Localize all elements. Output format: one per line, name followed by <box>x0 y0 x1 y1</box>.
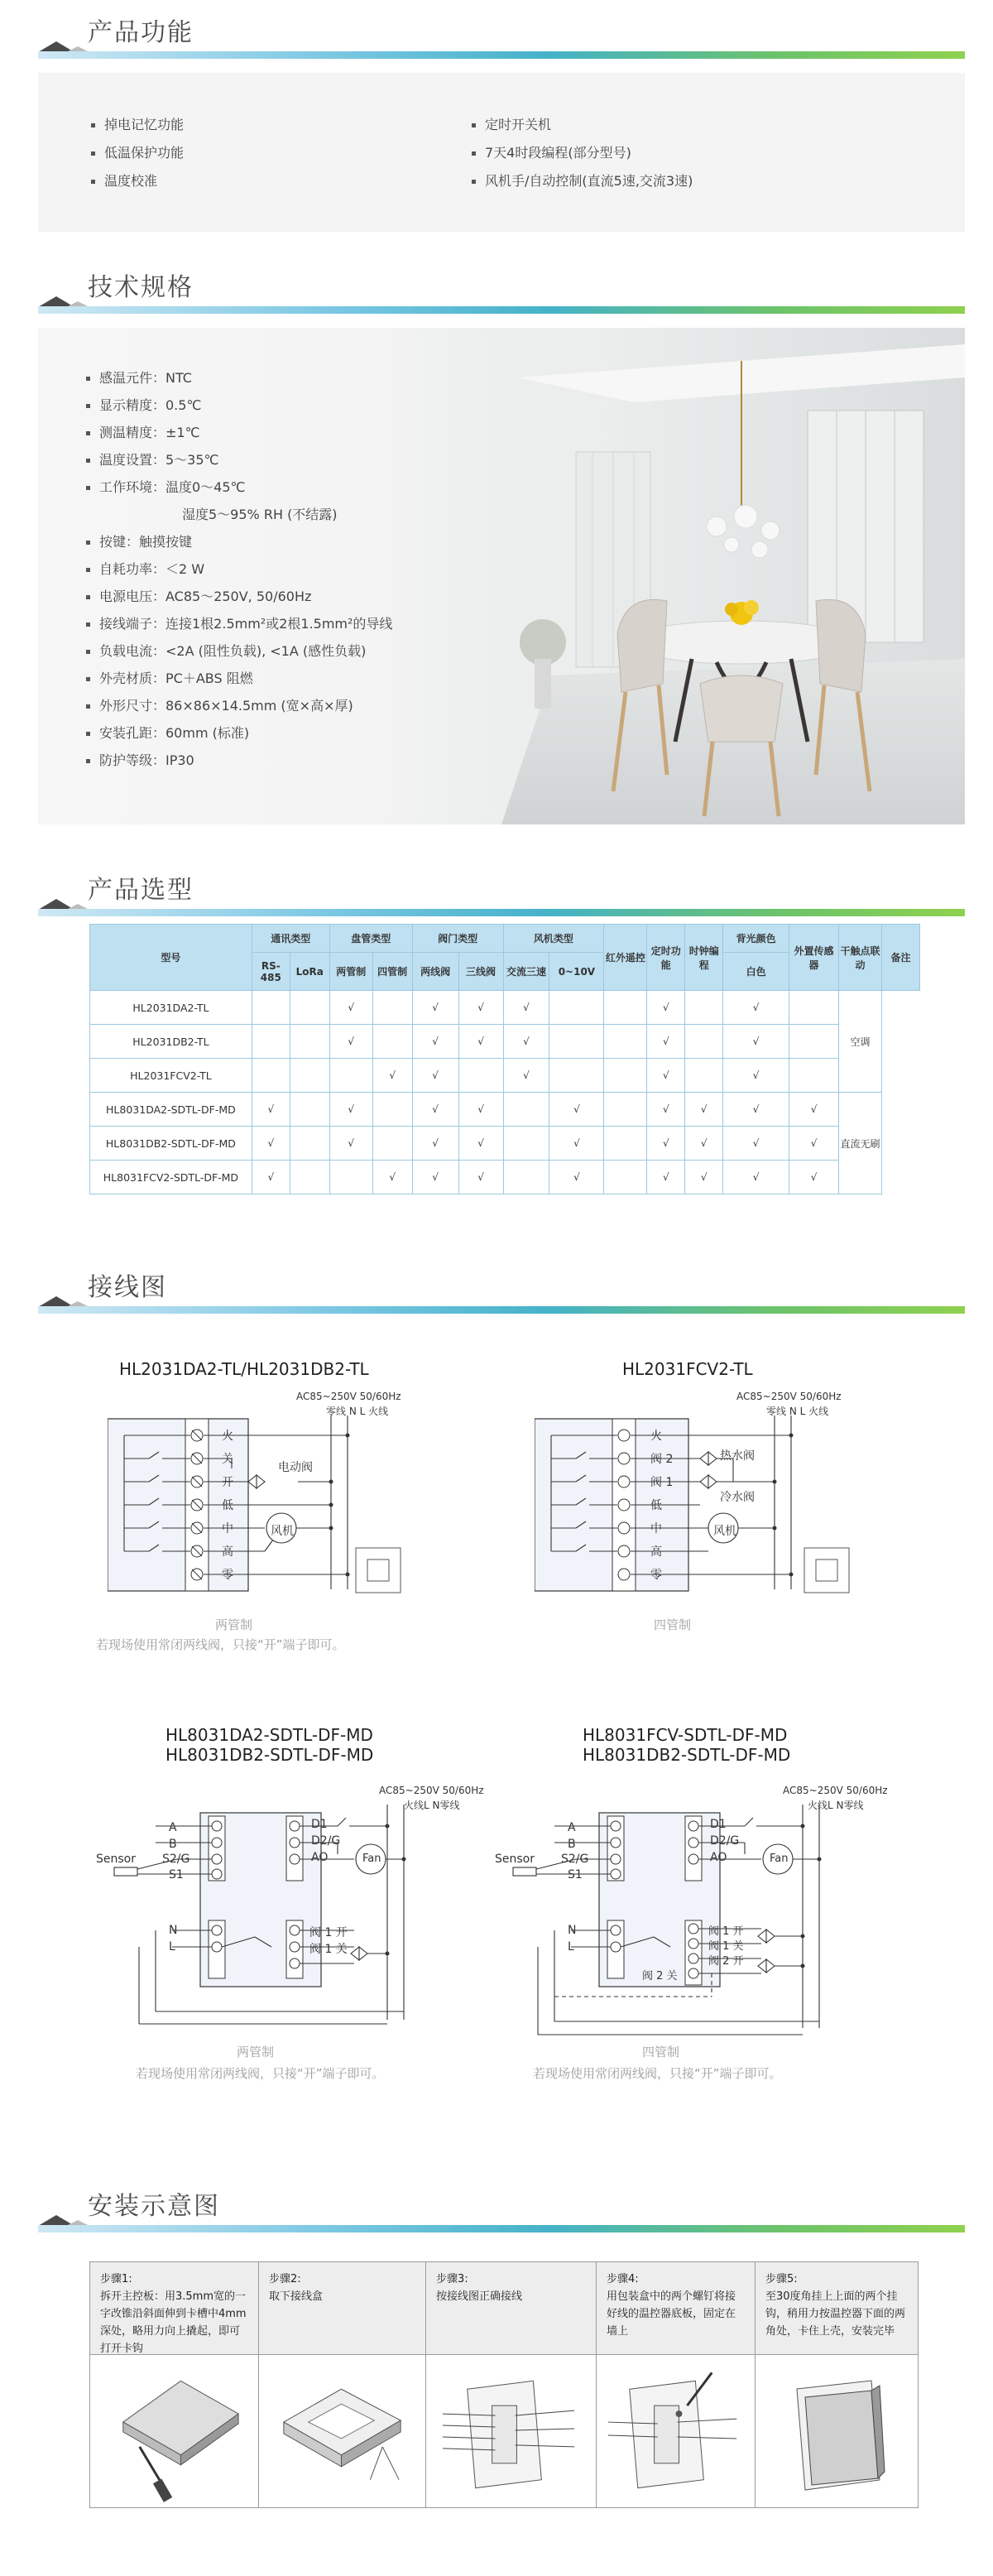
pin-label: D1 <box>710 1818 727 1831</box>
terminal-label: 低 <box>222 1499 233 1512</box>
note-cell: 空调 <box>839 991 882 1093</box>
diagram-caption: 两管制 <box>237 2045 275 2059</box>
power-label: AC85~250V 50/60Hz <box>736 1391 842 1402</box>
pin-label: N <box>568 1924 577 1937</box>
spec-item: 电源电压：AC85～250V, 50/60Hz <box>86 583 392 610</box>
section-header-features <box>38 8 965 58</box>
hot-valve-label: 热水阀 <box>720 1449 755 1463</box>
diagram-title: HL2031FCV2-TL <box>622 1359 753 1379</box>
table-cell <box>252 991 290 1025</box>
table-cell: √ <box>647 991 685 1025</box>
pin-label: N <box>169 1924 178 1937</box>
step-1-illustration <box>90 2356 258 2507</box>
table-cell <box>789 1025 839 1059</box>
model-cell: HL2031FCV2-TL <box>90 1059 252 1093</box>
header-comm: 通讯类型 <box>252 925 329 953</box>
diagram-title: HL2031DA2-TL/HL2031DB2-TL <box>119 1359 369 1379</box>
subheader: 0~10V <box>549 953 604 991</box>
table-cell: √ <box>329 1093 372 1127</box>
section-header-wiring <box>38 1263 965 1313</box>
table-row <box>90 1059 920 1093</box>
table-cell <box>290 1161 329 1194</box>
spec-item: 测温精度：±1℃ <box>86 419 392 446</box>
table-row <box>90 1161 920 1194</box>
table-row <box>90 991 920 1025</box>
diagram-note: 若现场使用常闭两线阀，只接“开”端子即可。 <box>96 1637 345 1652</box>
selection-table-body <box>90 991 920 1194</box>
model-cell: HL8031FCV2-SDTL-DF-MD <box>90 1161 252 1194</box>
power-label: AC85~250V 50/60Hz <box>783 1785 888 1796</box>
gradient-bar <box>38 306 965 314</box>
table-cell: √ <box>329 1127 372 1161</box>
features-list-right <box>472 111 693 195</box>
terminal-label: 阀 1 关 <box>708 1940 744 1953</box>
section-header-install <box>38 2182 965 2232</box>
step-desc: 取下接线盒 <box>269 2290 324 2303</box>
specs-panel <box>38 328 965 824</box>
power-label: AC85~250V 50/60Hz <box>379 1785 484 1796</box>
diagram-caption: 四管制 <box>654 1617 692 1632</box>
table-cell: √ <box>329 991 372 1025</box>
pin-label: B <box>568 1838 576 1851</box>
terminal-label: 阀 1 <box>650 1476 674 1489</box>
gradient-bar <box>38 909 965 916</box>
table-cell <box>290 1127 329 1161</box>
table-cell: √ <box>647 1127 685 1161</box>
table-cell: √ <box>372 1161 412 1194</box>
step-text-box <box>597 2262 755 2355</box>
gradient-bar <box>38 51 965 59</box>
terminal-label: 开 <box>222 1476 233 1489</box>
diagram-title: HL8031DB2-SDTL-DF-MD <box>583 1745 791 1765</box>
step-desc: 至30度角挂上上面的两个挂钩，稍用力按温控器下面的两角处，卡住上壳，安装完毕 <box>765 2290 906 2338</box>
table-cell <box>372 1127 412 1161</box>
model-cell: HL2031DA2-TL <box>90 991 252 1025</box>
table-cell <box>503 1093 549 1127</box>
table-cell: √ <box>723 991 789 1025</box>
table-cell <box>604 991 647 1025</box>
terminal-label: 阀 2 <box>650 1453 674 1466</box>
section-title: 产品选型 <box>88 876 194 905</box>
table-cell <box>290 1093 329 1127</box>
specs-list <box>86 364 392 774</box>
wiring-diagram-dc-four-pipe <box>505 1805 885 2045</box>
fan-label: 风机 <box>713 1525 736 1538</box>
wiring-diagram-two-pipe <box>108 1415 422 1606</box>
fan-label: 风机 <box>271 1525 294 1538</box>
table-cell: √ <box>412 1161 458 1194</box>
table-cell <box>290 1059 329 1093</box>
step-desc: 用包装盒中的两个螺钉将接好线的温控器底板，固定在墙上 <box>607 2290 736 2338</box>
pin-label: L <box>568 1940 574 1954</box>
table-cell <box>685 991 723 1025</box>
table-cell <box>458 1059 503 1093</box>
pin-label: S2/G <box>162 1853 190 1866</box>
table-cell <box>549 1059 604 1093</box>
diagram-title: HL8031DB2-SDTL-DF-MD <box>166 1745 374 1765</box>
install-step-5 <box>756 2262 918 2507</box>
table-cell: √ <box>723 1127 789 1161</box>
terminal-label: 零 <box>222 1569 233 1582</box>
step-2-illustration <box>259 2356 425 2507</box>
table-cell <box>329 1059 372 1093</box>
feature-item: 掉电记忆功能 <box>91 111 184 139</box>
table-cell: √ <box>503 1059 549 1093</box>
table-cell <box>503 1127 549 1161</box>
cold-valve-label: 冷水阀 <box>720 1491 755 1504</box>
features-list-left <box>91 111 184 195</box>
section-title: 产品功能 <box>88 18 194 47</box>
table-cell <box>503 1161 549 1194</box>
gradient-bar <box>38 2225 965 2232</box>
pin-label: L <box>169 1940 175 1954</box>
table-cell: √ <box>789 1093 839 1127</box>
table-cell <box>604 1161 647 1194</box>
feature-item: 风机手/自动控制(直流5速,交流3速) <box>472 167 693 195</box>
diagram-note: 若现场使用常闭两线阀，只接“开”端子即可。 <box>533 2066 782 2081</box>
section-title: 接线图 <box>88 1273 167 1302</box>
table-cell: √ <box>549 1127 604 1161</box>
fan-label: Fan <box>770 1853 789 1865</box>
header-fan: 风机类型 <box>503 925 604 953</box>
spec-item: 外形尺寸：86×86×14.5mm (宽×高×厚) <box>86 692 392 719</box>
table-row <box>90 1093 920 1127</box>
power-sub-label: 火线L N零线 <box>808 1800 864 1811</box>
step-title: 步骤4: <box>607 2273 639 2285</box>
step-3-illustration <box>426 2356 596 2507</box>
step-4-illustration <box>597 2356 755 2507</box>
table-cell: √ <box>647 1093 685 1127</box>
pin-label: A <box>568 1821 576 1834</box>
dining-room-photo <box>468 328 965 824</box>
header-dry: 干触点联动 <box>839 925 882 991</box>
subheader: 白色 <box>723 953 789 991</box>
subheader: 两管制 <box>329 953 372 991</box>
table-cell <box>549 991 604 1025</box>
motor-valve-label: 电动阀 <box>278 1461 313 1474</box>
terminal-label: 中 <box>650 1522 662 1536</box>
subheader: 交流三速 <box>503 953 549 991</box>
features-panel <box>38 73 965 232</box>
table-cell: √ <box>252 1161 290 1194</box>
header-backlight: 背光颜色 <box>723 925 789 953</box>
install-step-1 <box>90 2262 259 2507</box>
table-cell: √ <box>789 1161 839 1194</box>
wiring-diagram-four-pipe <box>535 1415 866 1606</box>
table-cell: √ <box>412 1127 458 1161</box>
table-cell <box>372 1025 412 1059</box>
pin-label: D1 <box>311 1818 328 1831</box>
table-cell <box>549 1025 604 1059</box>
terminal-label: 低 <box>650 1499 662 1512</box>
wiring-diagram-dc-two-pipe <box>106 1805 470 2036</box>
table-cell <box>685 1025 723 1059</box>
section-header-specs <box>38 263 965 313</box>
header-coil: 盘管类型 <box>329 925 412 953</box>
table-cell <box>604 1093 647 1127</box>
table-row <box>90 1025 920 1059</box>
spec-item: 安装孔距：60mm (标准) <box>86 719 392 747</box>
pin-label: AO <box>710 1851 727 1864</box>
table-cell: √ <box>723 1093 789 1127</box>
terminal-label: 阀 1 开 <box>309 1926 348 1939</box>
terminal-label: 阀 2 关 <box>642 1970 678 1982</box>
model-cell: HL8031DA2-SDTL-DF-MD <box>90 1093 252 1127</box>
table-cell: √ <box>503 991 549 1025</box>
subheader: 四管制 <box>372 953 412 991</box>
spec-item: 负载电流：<2A (阻性负载), <1A (感性负载) <box>86 637 392 665</box>
power-sub-label: 零线 N L 火线 <box>766 1406 829 1417</box>
step-text-box <box>90 2262 258 2355</box>
table-cell: √ <box>458 1093 503 1127</box>
table-cell <box>252 1059 290 1093</box>
pin-label: D2/G <box>311 1834 341 1848</box>
pin-label: S1 <box>568 1868 583 1882</box>
diagram-caption: 四管制 <box>642 2045 680 2059</box>
pin-label: D2/G <box>710 1834 740 1848</box>
table-cell: √ <box>685 1161 723 1194</box>
fan-label: Fan <box>362 1853 381 1865</box>
table-cell: √ <box>329 1025 372 1059</box>
table-cell: √ <box>549 1161 604 1194</box>
terminal-label: 中 <box>222 1522 233 1536</box>
table-cell: √ <box>412 1093 458 1127</box>
header-note: 备注 <box>881 925 919 991</box>
table-cell: √ <box>412 1025 458 1059</box>
terminal-label: 零 <box>650 1569 662 1582</box>
power-sub-label: 零线 N L 火线 <box>326 1406 389 1417</box>
diagram-title: HL8031FCV-SDTL-DF-MD <box>583 1725 788 1745</box>
spec-item: 湿度5～95% RH (不结露) <box>182 507 338 522</box>
section-header-selection <box>38 866 965 916</box>
section-title: 技术规格 <box>88 273 194 302</box>
table-cell <box>372 991 412 1025</box>
table-cell: √ <box>685 1127 723 1161</box>
pin-label: A <box>169 1821 177 1834</box>
terminal-label: 关 <box>222 1453 233 1466</box>
feature-item: 低温保护功能 <box>91 139 184 167</box>
spec-item: 显示精度：0.5℃ <box>86 392 392 419</box>
table-cell <box>290 991 329 1025</box>
step-title: 步骤1: <box>100 2273 132 2285</box>
table-cell <box>604 1025 647 1059</box>
gradient-bar <box>38 1306 965 1314</box>
table-cell <box>372 1093 412 1127</box>
note-cell: 直流无刷 <box>839 1093 882 1194</box>
power-label: AC85~250V 50/60Hz <box>296 1391 401 1402</box>
spec-item: 自耗功率：＜2 W <box>86 555 392 583</box>
diagram-note: 若现场使用常闭两线阀，只接“开”端子即可。 <box>136 2066 385 2081</box>
table-cell <box>329 1161 372 1194</box>
header-model: 型号 <box>90 925 252 991</box>
subheader: LoRa <box>290 953 329 991</box>
subheader: RS-485 <box>252 953 290 991</box>
install-step-2 <box>259 2262 426 2507</box>
step-5-illustration <box>756 2356 918 2507</box>
terminal-label: 阀 1 关 <box>309 1943 348 1956</box>
pin-label: S1 <box>169 1868 184 1882</box>
install-step-4 <box>597 2262 756 2507</box>
terminal-label: 火 <box>222 1430 233 1443</box>
spec-item: 按键：触摸按键 <box>86 528 392 555</box>
table-cell: √ <box>685 1093 723 1127</box>
header-ir: 红外遥控 <box>604 925 647 991</box>
table-cell: √ <box>789 1127 839 1161</box>
sensor-label: Sensor <box>495 1853 535 1866</box>
header-valve: 阀门类型 <box>412 925 503 953</box>
table-cell <box>685 1059 723 1093</box>
spec-item: 工作环境：温度0～45℃ <box>86 473 392 501</box>
pin-label: B <box>169 1838 177 1851</box>
table-cell: √ <box>372 1059 412 1093</box>
table-cell: √ <box>723 1059 789 1093</box>
model-cell: HL2031DB2-TL <box>90 1025 252 1059</box>
terminal-label: 阀 2 开 <box>708 1955 744 1968</box>
subheader: 两线阀 <box>412 953 458 991</box>
table-cell: √ <box>252 1093 290 1127</box>
spec-item: 感温元件：NTC <box>86 364 392 392</box>
step-title: 步骤3: <box>436 2273 468 2285</box>
table-cell: √ <box>549 1093 604 1127</box>
table-cell <box>789 1059 839 1093</box>
table-cell: √ <box>503 1025 549 1059</box>
terminal-label: 高 <box>222 1545 233 1559</box>
subheader: 三线阀 <box>458 953 503 991</box>
table-cell: √ <box>458 1025 503 1059</box>
table-cell <box>604 1127 647 1161</box>
header-clock: 时钟编程 <box>685 925 723 991</box>
feature-item: 定时开关机 <box>472 111 693 139</box>
install-step-3 <box>426 2262 597 2507</box>
step-text-box <box>426 2262 596 2355</box>
table-cell: √ <box>458 1161 503 1194</box>
table-cell: √ <box>412 991 458 1025</box>
spec-item: 外壳材质：PC＋ABS 阻燃 <box>86 665 392 692</box>
table-cell: √ <box>458 991 503 1025</box>
selection-table <box>89 924 920 1194</box>
spec-item: 温度设置：5～35℃ <box>86 446 392 473</box>
model-cell: HL8031DB2-SDTL-DF-MD <box>90 1127 252 1161</box>
spec-item: 接线端子：连接1根2.5mm²或2根1.5mm²的导线 <box>86 610 392 637</box>
feature-item: 温度校准 <box>91 167 184 195</box>
table-cell: √ <box>647 1161 685 1194</box>
table-cell: √ <box>723 1161 789 1194</box>
table-cell: √ <box>647 1025 685 1059</box>
step-text-box <box>259 2262 425 2355</box>
header-timer: 定时功能 <box>647 925 685 991</box>
terminal-label: 阀 1 开 <box>708 1925 744 1938</box>
table-cell <box>252 1025 290 1059</box>
diagram-caption: 两管制 <box>215 1617 253 1632</box>
table-cell: √ <box>458 1127 503 1161</box>
step-desc: 拆开主控板：用3.5mm宽的一字改锥沿斜面伸到卡槽中4mm深处，略用力向上撬起，即可打开卡钩 <box>100 2290 247 2355</box>
terminal-label: 高 <box>650 1545 662 1559</box>
step-desc: 按接线图正确接线 <box>436 2290 523 2303</box>
table-cell <box>290 1025 329 1059</box>
terminal-label: 火 <box>650 1430 662 1443</box>
pin-label: AO <box>311 1851 329 1864</box>
table-cell: √ <box>252 1127 290 1161</box>
table-cell: √ <box>723 1025 789 1059</box>
install-steps <box>89 2261 919 2508</box>
table-row <box>90 1127 920 1161</box>
pin-label: S2/G <box>561 1853 589 1866</box>
wiring-diagrams <box>83 1349 910 2144</box>
header-ext: 外置传感器 <box>789 925 839 991</box>
table-cell <box>604 1059 647 1093</box>
step-title: 步骤5: <box>765 2273 798 2285</box>
table-cell: √ <box>647 1059 685 1093</box>
step-text-box <box>756 2262 918 2355</box>
sensor-label: Sensor <box>96 1853 136 1866</box>
diagram-title: HL8031DA2-SDTL-DF-MD <box>166 1725 373 1745</box>
power-sub-label: 火线L N零线 <box>404 1800 460 1811</box>
feature-item: 7天4时段编程(部分型号) <box>472 139 693 167</box>
table-cell: √ <box>412 1059 458 1093</box>
spec-item: 防护等级：IP30 <box>86 747 392 774</box>
table-cell <box>789 991 839 1025</box>
section-title: 安装示意图 <box>88 2192 220 2221</box>
step-title: 步骤2: <box>269 2273 301 2285</box>
